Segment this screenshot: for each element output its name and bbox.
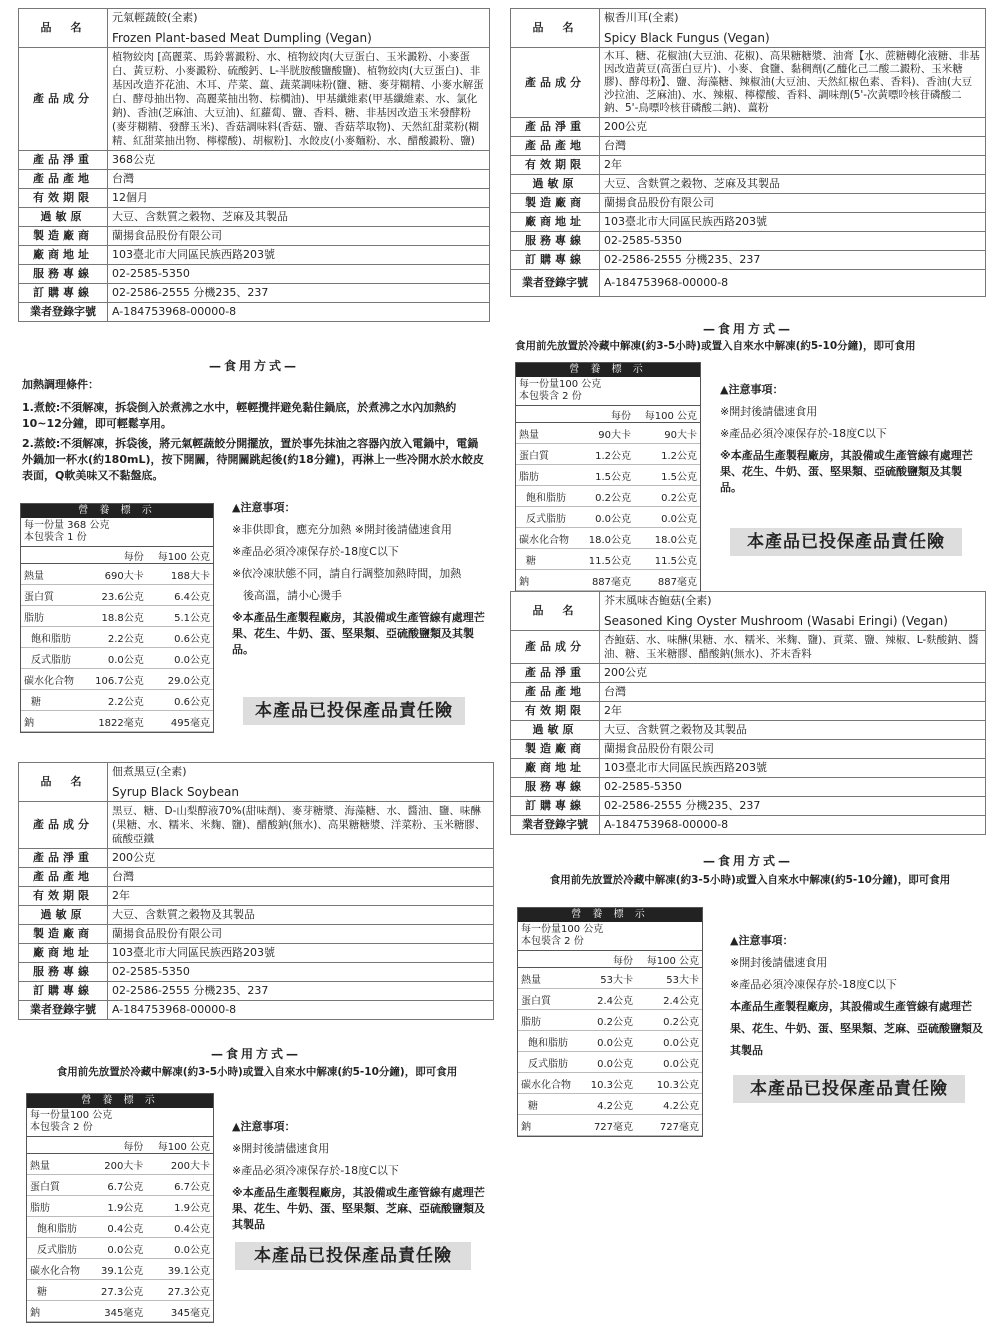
spec-row: 過敏原 大豆、含麩質之穀物及其製品 bbox=[19, 906, 494, 925]
spec-row: 製造廠商 蘭揚食品股份有限公司 bbox=[511, 740, 986, 759]
method-title: —食用方式— bbox=[702, 854, 793, 868]
nutrient-row: 蛋白質 2.4公克 2.4公克 bbox=[518, 989, 702, 1010]
spec-table bbox=[18, 8, 490, 322]
spec-row-name: 品 名 芥末風味杏鮑菇(全素) Seasoned King Oyster Mushroom (Wasabi Eringi) (Vegan) bbox=[511, 592, 986, 631]
nutrient-row: 糖 27.3公克 27.3公克 bbox=[27, 1280, 213, 1301]
product-name-en: Frozen Plant-based Meat Dumpling (Vegan) bbox=[112, 31, 372, 45]
nutrition-header: 營 養 標 示 bbox=[516, 363, 700, 377]
nutrition-header: 營 養 標 示 bbox=[518, 908, 702, 922]
nutrition-facts: 營 養 標 示 每一份量100 公克 本包裝含 2 份 每份 每100 公克 熱量 90大卡 90大卡 蛋白質 1.2公克 1.2公克 脂肪 1.5公克 1.5公克 飽和脂肪 0.2公克 0.2公克 反式脂肪 0.0公克 0.0公克 碳水化合物 18.0公克 18.0公克 糖 11.5公克 11.5公克 鈉 887毫克 887毫克 bbox=[515, 362, 701, 592]
notes: ▲注意事項： ※開封後請儘速食用 ※產品必須冷凍保存於-18度C以下 ※本產品生產製程廠房，其設備或生產管線有處理芒果、花生、牛奶、蛋、堅果類、芝麻、亞硫酸鹽類及其製品 bbox=[232, 1120, 485, 1231]
nutrient-row: 碳水化合物 39.1公克 39.1公克 bbox=[27, 1259, 213, 1280]
nutrient-row: 飽和脂肪 2.2公克 0.6公克 bbox=[21, 627, 213, 648]
spec-row: 服務專線 02-2585-5350 bbox=[511, 232, 986, 251]
spec-row: 製造廠商 蘭揚食品股份有限公司 bbox=[19, 227, 490, 246]
spec-row-name: 品 名 佃煮黑豆(全素) Syrup Black Soybean bbox=[19, 763, 494, 802]
spec-row: 訂購專線 02-2586-2555 分機235、237 bbox=[511, 251, 986, 270]
spec-row: 廠商地址 103臺北市大同區民族西路203號 bbox=[511, 213, 986, 232]
nutrient-row: 碳水化合物 18.0公克 18.0公克 bbox=[516, 528, 700, 549]
nutrient-row: 脂肪 1.5公克 1.5公克 bbox=[516, 465, 700, 486]
nutrient-row: 鈉 727毫克 727毫克 bbox=[518, 1115, 702, 1136]
nutrient-row: 熱量 53大卡 53大卡 bbox=[518, 968, 702, 989]
spec-row: 產品產地 台灣 bbox=[511, 683, 986, 702]
servings-per-pack: 本包裝含 1 份 bbox=[24, 532, 87, 543]
spec-row: 服務專線 02-2585-5350 bbox=[19, 265, 490, 284]
insurance-badge: 本產品已投保產品責任險 bbox=[733, 1075, 965, 1103]
nutrient-row: 熱量 90大卡 90大卡 bbox=[516, 423, 700, 444]
spec-row: 產品淨重 368公克 bbox=[19, 151, 490, 170]
spec-row: 訂購專線 02-2586-2555 分機235、237 bbox=[19, 284, 490, 303]
spec-row: 產品成分 木耳、糖、花椒油(大豆油、花椒)、高果糖糖漿、油膏【水、蔗糖轉化液糖、非基因改造黃豆(高蛋白豆片)、小麥、食鹽、黏稠劑(乙醯化己二酸二澱粉、玉米糖膠)、酵母粉】、鹽、海藻糖、辣椒油(大豆油、天然紅椒色素、香料)、香油(大豆沙拉油、芝麻油)、水、辣椒、檸檬酸、香料、調味劑(5'-次黃嘌呤核苷磷酸二鈉、5'-鳥嘌呤核苷磷酸二鈉)、薑粉 bbox=[511, 48, 986, 118]
spec-row: 產品產地 台灣 bbox=[19, 170, 490, 189]
nutrient-row: 糖 11.5公克 11.5公克 bbox=[516, 549, 700, 570]
method-title: —食用方式— bbox=[702, 322, 793, 336]
nutrition-facts: 營 養 標 示 每一份量 368 公克 本包裝含 1 份 每份 每100 公克 熱量 690大卡 188大卡 蛋白質 23.6公克 6.4公克 脂肪 18.8公克 5.1公克 飽和脂肪 2.2公克 0.6公克 反式脂肪 0.0公克 0.0公克 碳水化合物 106.7公克 29.0公克 糖 2.2公克 0.6公克 鈉 1822毫克 495毫克 bbox=[20, 503, 214, 733]
serving-size: 每一份量100 公克 bbox=[519, 379, 602, 390]
servings-per-pack: 本包裝含 2 份 bbox=[30, 1122, 93, 1133]
spec-row: 服務專線 02-2585-5350 bbox=[19, 963, 494, 982]
method-text: 食用前先放置於冷藏中解凍(約3-5小時)或置入自來水中解凍(約5-10分鐘)，即可食用 bbox=[515, 340, 916, 352]
nutrient-row: 糖 4.2公克 4.2公克 bbox=[518, 1094, 702, 1115]
spec-row: 產品產地 台灣 bbox=[19, 868, 494, 887]
spec-table bbox=[510, 8, 986, 297]
spec-table bbox=[18, 762, 494, 1020]
serving-size: 每一份量 368 公克 bbox=[24, 520, 110, 531]
spec-row: 業者登錄字號 A-184753968-00000-8 bbox=[511, 816, 986, 835]
insurance-badge: 本產品已投保產品責任險 bbox=[235, 1242, 471, 1270]
spec-row: 有效期限 2年 bbox=[19, 887, 494, 906]
serving-size: 每一份量100 公克 bbox=[521, 924, 604, 935]
product-black-fungus bbox=[510, 8, 986, 297]
spec-row: 服務專線 02-2585-5350 bbox=[511, 778, 986, 797]
nutrition-header: 營 養 標 示 bbox=[21, 504, 213, 518]
spec-row: 過敏原 大豆、含麩質之穀物及其製品 bbox=[511, 721, 986, 740]
nutrient-row: 熱量 200大卡 200大卡 bbox=[27, 1154, 213, 1175]
spec-row: 訂購專線 02-2586-2555 分機235、237 bbox=[19, 982, 494, 1001]
method-title: —食用方式— bbox=[208, 359, 299, 373]
product-name-en: Syrup Black Soybean bbox=[112, 785, 239, 799]
nutrition-facts: 營 養 標 示 每一份量100 公克 本包裝含 2 份 每份 每100 公克 熱量 200大卡 200大卡 蛋白質 6.7公克 6.7公克 脂肪 1.9公克 1.9公克 飽和脂肪 0.4公克 0.4公克 反式脂肪 0.0公克 0.0公克 碳水化合物 39.1公克 39.1公克 糖 27.3公克 27.3公克 鈉 345毫克 345毫克 bbox=[26, 1093, 214, 1323]
notes: ▲注意事項： ※非供即食，應充分加熱 ※開封後請儘速食用 ※產品必須冷凍保存於-18度C以下 ※依冷凍狀態不同，請自行調整加熱時間，加熱 後高溫，請小心燙手 ※本產品生產製程廠房，其設備或生產管線有處理芒果、花生、牛奶、蛋、堅果類、亞硫酸鹽類及其製品。 bbox=[232, 501, 485, 656]
spec-row: 過敏原 大豆、含麩質之穀物、芝麻及其製品 bbox=[511, 175, 986, 194]
spec-row: 產品產地 台灣 bbox=[511, 137, 986, 156]
spec-row: 製造廠商 蘭揚食品股份有限公司 bbox=[511, 194, 986, 213]
nutrient-row: 鈉 1822毫克 495毫克 bbox=[21, 711, 213, 732]
nutrition-header: 營 養 標 示 bbox=[27, 1094, 213, 1108]
spec-row: 業者登錄字號 A-184753968-00000-8 bbox=[19, 1001, 494, 1020]
nutrition-facts: 營 養 標 示 每一份量100 公克 本包裝含 2 份 每份 每100 公克 熱量 53大卡 53大卡 蛋白質 2.4公克 2.4公克 脂肪 0.2公克 0.2公克 飽和脂肪 0.0公克 0.0公克 反式脂肪 0.0公克 0.0公克 碳水化合物 10.3公克 10.3公克 糖 4.2公克 4.2公克 鈉 727毫克 727毫克 bbox=[517, 907, 703, 1137]
nutrient-row: 鈉 887毫克 887毫克 bbox=[516, 570, 700, 591]
method-step: 1.煮餃:不須解凍，拆袋倒入於煮沸之水中，輕輕攪拌避免黏住鍋底，於煮沸之水內加熱約10~12分鐘，即可輕鬆享用。 bbox=[22, 401, 457, 430]
nutrient-row: 反式脂肪 0.0公克 0.0公克 bbox=[21, 648, 213, 669]
spec-row: 業者登錄字號 A-184753968-00000-8 bbox=[511, 270, 986, 297]
method-text: 食用前先放置於冷藏中解凍(約3-5小時)或置入自來水中解凍(約5-10分鐘)，即可食用 bbox=[549, 874, 951, 886]
spec-row: 產品淨重 200公克 bbox=[511, 664, 986, 683]
method-step: 2.蒸餃:不須解凍，拆袋後，將元氣輕蔬餃分開擺放，置於事先抹油之容器內放入電鍋中，電鍋外鍋加一杯水(約180mL)，按下開關，待開關跳起後(約18分鐘)，再淋上一些冷開水於水餃皮表面，Q軟美味又不黏盤底。 bbox=[22, 437, 484, 482]
spec-row: 有效期限 2年 bbox=[511, 156, 986, 175]
nutrient-row: 飽和脂肪 0.0公克 0.0公克 bbox=[518, 1031, 702, 1052]
heat-title: 加熱調理條件： bbox=[22, 378, 99, 391]
insurance-badge: 本產品已投保產品責任險 bbox=[730, 528, 962, 556]
spec-row: 產品成分 黑豆、糖、D-山梨醇液70%(甜味劑)、麥芽糖漿、海藻糖、水、醬油、鹽、味醂(果糖、水、糯米、米麴、鹽)、醋酸鈉(無水)、高果糖糖漿、洋菜粉、玉米糖膠、硫酸亞鐵 bbox=[19, 802, 494, 849]
nutrient-row: 鈉 345毫克 345毫克 bbox=[27, 1301, 213, 1322]
nutrient-row: 蛋白質 23.6公克 6.4公克 bbox=[21, 585, 213, 606]
product-wasabi-mushroom bbox=[510, 591, 986, 835]
servings-per-pack: 本包裝含 2 份 bbox=[521, 936, 584, 947]
nutrient-row: 脂肪 0.2公克 0.2公克 bbox=[518, 1010, 702, 1031]
nutrient-row: 反式脂肪 0.0公克 0.0公克 bbox=[518, 1052, 702, 1073]
spec-row-name: 品 名 元氣輕蔬餃(全素) Frozen Plant-based Meat Dumpling (Vegan) bbox=[19, 9, 490, 48]
notes: ▲注意事項： ※開封後請儘速食用 ※產品必須冷凍保存於-18度C以下 本產品生產製程廠房，其設備或生產管線有處理芒果、花生、牛奶、蛋、堅果類、芝麻、亞硫酸鹽類及其製品 bbox=[730, 934, 983, 1057]
spec-row: 過敏原 大豆、含麩質之穀物、芝麻及其製品 bbox=[19, 208, 490, 227]
spec-row: 製造廠商 蘭揚食品股份有限公司 bbox=[19, 925, 494, 944]
spec-row-name: 品 名 椒香川耳(全素) Spicy Black Fungus (Vegan) bbox=[511, 9, 986, 48]
nutrient-row: 糖 2.2公克 0.6公克 bbox=[21, 690, 213, 711]
method-title: —食用方式— bbox=[210, 1047, 301, 1061]
spec-row: 有效期限 12個月 bbox=[19, 189, 490, 208]
product-name-zh: 芥末風味杏鮑菇(全素) bbox=[604, 594, 712, 607]
nutrient-row: 碳水化合物 10.3公克 10.3公克 bbox=[518, 1073, 702, 1094]
method-text: 食用前先放置於冷藏中解凍(約3-5小時)或置入自來水中解凍(約5-10分鐘)，即可食用 bbox=[56, 1066, 458, 1078]
spec-row: 產品成分 杏鮑菇、水、味醂(果糖、水、糯米、米麴、鹽)、貢菜、鹽、辣椒、L-麩酸鈉、醬油、糖、玉米糖膠、醋酸鈉(無水)、芥末香料 bbox=[511, 631, 986, 664]
servings-per-pack: 本包裝含 2 份 bbox=[519, 391, 582, 402]
product-name-zh: 佃煮黑豆(全素) bbox=[112, 765, 187, 778]
spec-row: 產品淨重 200公克 bbox=[511, 118, 986, 137]
product-name-zh: 元氣輕蔬餃(全素) bbox=[112, 11, 198, 24]
product-dumpling bbox=[18, 8, 490, 322]
product-name-zh: 椒香川耳(全素) bbox=[604, 11, 679, 24]
spec-row: 有效期限 2年 bbox=[511, 702, 986, 721]
nutrient-row: 飽和脂肪 0.4公克 0.4公克 bbox=[27, 1217, 213, 1238]
nutrient-row: 飽和脂肪 0.2公克 0.2公克 bbox=[516, 486, 700, 507]
nutrient-row: 熱量 690大卡 188大卡 bbox=[21, 564, 213, 585]
spec-row: 廠商地址 103臺北市大同區民族西路203號 bbox=[19, 246, 490, 265]
product-name-en: Spicy Black Fungus (Vegan) bbox=[604, 31, 770, 45]
spec-row: 產品成分 植物絞肉 [高麗菜、馬鈴薯澱粉、水、植物絞肉(大豆蛋白、玉米澱粉、小麥蛋白、黃豆粉、小麥澱粉、硫酸鈣、L-半胱胺酸鹽酸鹽)、植物絞肉(大豆蛋白)、非基因改造芥花油、木耳、芹菜、薑、蔬菜調味粉(鹽、糖、麥芽糊精、小麥水解蛋白、酵母抽出物、高麗菜抽出物、棕櫚油)、甲基纖維素(甲基纖維素、水、氯化鈉)、香油(芝麻油、大豆油)、紅蘿蔔、鹽、香料、糖、非基因改造玉米發酵粉(麥芽糊精、發酵玉米)、香菇調味料(香菇、鹽、香菇萃取物)、天然紅甜菜粉(糊精、紅甜菜抽出物、檸檬酸)、胡椒粉]、水餃皮(小麥麵粉、水、醋酸澱粉、鹽) bbox=[19, 48, 490, 151]
nutrient-row: 蛋白質 1.2公克 1.2公克 bbox=[516, 444, 700, 465]
spec-row: 廠商地址 103臺北市大同區民族西路203號 bbox=[511, 759, 986, 778]
nutrient-row: 反式脂肪 0.0公克 0.0公克 bbox=[27, 1238, 213, 1259]
insurance-badge: 本產品已投保產品責任險 bbox=[243, 697, 465, 725]
spec-row: 訂購專線 02-2586-2555 分機235、237 bbox=[511, 797, 986, 816]
serving-size: 每一份量100 公克 bbox=[30, 1110, 113, 1121]
spec-row: 業者登錄字號 A-184753968-00000-8 bbox=[19, 303, 490, 322]
spec-table bbox=[510, 591, 986, 835]
nutrient-row: 碳水化合物 106.7公克 29.0公克 bbox=[21, 669, 213, 690]
nutrient-row: 反式脂肪 0.0公克 0.0公克 bbox=[516, 507, 700, 528]
spec-row: 產品淨重 200公克 bbox=[19, 849, 494, 868]
product-name-en: Seasoned King Oyster Mushroom (Wasabi Eringi) (Vegan) bbox=[604, 614, 948, 628]
spec-row: 廠商地址 103臺北市大同區民族西路203號 bbox=[19, 944, 494, 963]
notes: ▲注意事項： ※開封後請儘速食用 ※產品必須冷凍保存於-18度C以下 ※本產品生產製程廠房，其設備或生產管線有處理芒果、花生、牛奶、蛋、堅果類、亞硫酸鹽類及其製品。 bbox=[720, 383, 973, 494]
nutrient-row: 蛋白質 6.7公克 6.7公克 bbox=[27, 1175, 213, 1196]
nutrient-row: 脂肪 18.8公克 5.1公克 bbox=[21, 606, 213, 627]
nutrient-row: 脂肪 1.9公克 1.9公克 bbox=[27, 1196, 213, 1217]
product-black-soybean bbox=[18, 762, 494, 1020]
